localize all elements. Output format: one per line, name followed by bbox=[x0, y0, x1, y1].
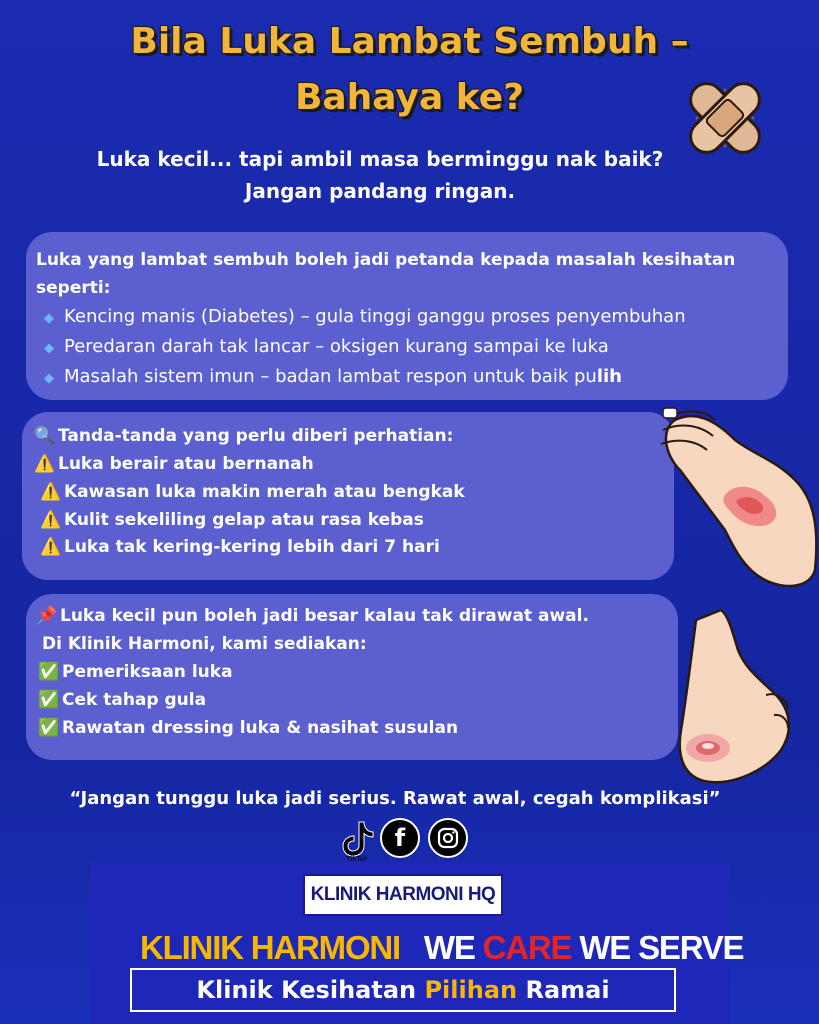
card1-list-item: ◆ Kencing manis (Diabetes) – gula tinggi ganggu proses penyembuhan bbox=[44, 306, 686, 327]
facebook-icon[interactable]: f bbox=[380, 818, 420, 858]
blue-diamond-icon: ◆ bbox=[44, 341, 54, 356]
warning-icon: ⚠️ bbox=[40, 482, 62, 502]
brand-tagline: KLINIK HARMONI WE CARE WE SERVE bbox=[140, 929, 744, 966]
card1-list-item: ◆ Masalah sistem imun – badan lambat respon untuk baik pulih bbox=[44, 366, 622, 387]
card2-list-item: ⚠️ Kulit sekeliling gelap atau rasa kebas bbox=[40, 510, 424, 530]
quote-text: “Jangan tunggu luka jadi serius. Rawat awal, cegah komplikasi” bbox=[69, 788, 721, 809]
instagram-icon[interactable] bbox=[428, 818, 468, 858]
page-title-line-2: Bahaya ke? bbox=[294, 77, 525, 118]
card1-intro-line-1: Luka yang lambat sembuh boleh jadi petanda kepada masalah kesihatan bbox=[36, 250, 736, 270]
blue-diamond-icon: ◆ bbox=[44, 311, 54, 326]
warning-icon: ⚠️ bbox=[40, 537, 62, 557]
warning-icon: ⚠️ bbox=[34, 454, 56, 474]
magnifier-icon: 🔍 bbox=[34, 426, 56, 446]
card3-heading: 📌 Luka kecil pun boleh jadi besar kalau tak dirawat awal. bbox=[36, 606, 589, 626]
check-box-icon: ✅ bbox=[38, 690, 60, 710]
clinic-slogan-box: Klinik Kesihatan Pilihan Ramai bbox=[130, 968, 676, 1012]
card3-list-item: ✅ Cek tahap gula bbox=[38, 690, 207, 710]
card3-list-item: ✅ Rawatan dressing luka & nasihat susulan bbox=[38, 718, 459, 738]
pushpin-icon: 📌 bbox=[36, 606, 58, 626]
clinic-hq-label: KLINIK HARMONI HQ bbox=[303, 874, 503, 916]
wounded-foot-illustration bbox=[666, 600, 796, 785]
tiktok-label: TikTok bbox=[346, 855, 368, 862]
subtitle-line-2: Jangan pandang ringan. bbox=[244, 179, 516, 203]
card3-list-item: ✅ Pemeriksaan luka bbox=[38, 662, 233, 682]
wounded-hand-illustration bbox=[655, 400, 819, 590]
tiktok-icon[interactable] bbox=[337, 818, 377, 862]
card1-intro-line-2: seperti: bbox=[36, 278, 111, 298]
subtitle-line-1: Luka kecil... tapi ambil masa berminggu nak baik? bbox=[96, 147, 664, 171]
blue-diamond-icon: ◆ bbox=[44, 371, 54, 386]
card2-list-item: ⚠️ Luka tak kering-kering lebih dari 7 hari bbox=[40, 537, 440, 557]
card2-list-item: ⚠️ Kawasan luka makin merah atau bengkak bbox=[40, 482, 465, 502]
card1-list-item: ◆ Peredaran darah tak lancar – oksigen kurang sampai ke luka bbox=[44, 336, 609, 357]
page-title-line-1: Bila Luka Lambat Sembuh – bbox=[130, 21, 689, 62]
card3-line-2: Di Klinik Harmoni, kami sediakan: bbox=[42, 634, 367, 654]
check-box-icon: ✅ bbox=[38, 718, 60, 738]
card2-heading: 🔍 Tanda-tanda yang perlu diberi perhatian: bbox=[34, 426, 454, 446]
card2-list-item: ⚠️ Luka berair atau bernanah bbox=[34, 454, 314, 474]
check-box-icon: ✅ bbox=[38, 662, 60, 682]
warning-icon: ⚠️ bbox=[40, 510, 62, 530]
